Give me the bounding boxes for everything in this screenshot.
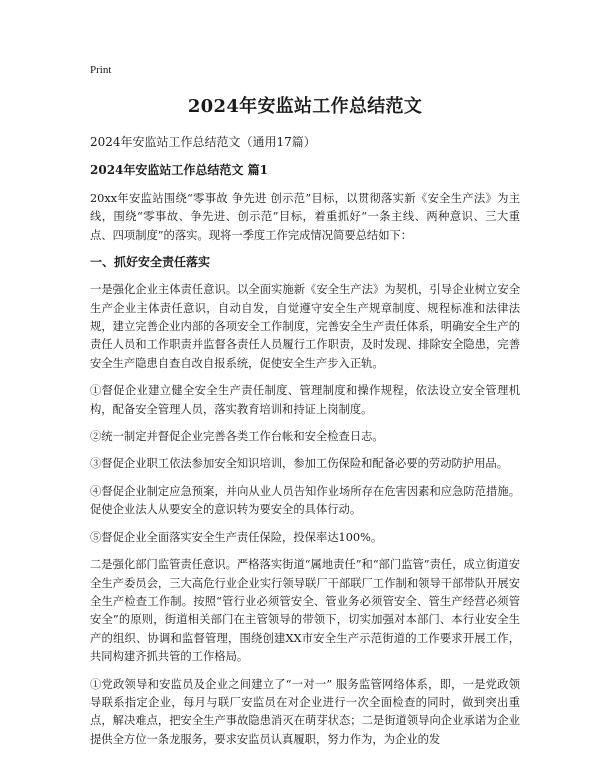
list-item-3: ③督促企业职工依法参加安全知识培训，参加工伤保险和配备必要的劳动防护用品。 (90, 457, 508, 471)
list-item-2: ②统一制定并督促企业完善各类工作台帐和安全检查日志。 (90, 430, 384, 444)
print-label: Print (90, 64, 112, 76)
list-item-5: ⑤督促企业全面落实安全生产责任保险，投保率达100%。 (90, 530, 383, 544)
document-page (90, 64, 520, 758)
list-item-1: ①督促企业建立健全安全生产责任制度、管理制度和操作规程，依法设立安全管理机构，配备安全管理人员，落实教育培训和持证上岗制度。 (90, 384, 520, 416)
section-heading: 2024年安监站工作总结范文 篇1 (90, 163, 268, 177)
list-item-4: ④督促企业制定应急预案，并向从业人员告知作业场所存在危害因素和应急防范措施。促使企业法人从要安全的意识转为要安全的具体行动。 (90, 484, 520, 517)
page-title: 2024年安监站工作总结范文 (187, 96, 423, 117)
document-subtitle: 2024年安监站工作总结范文（通用17篇） (90, 135, 316, 149)
paragraph-department-responsibility: 二是强化部门监管责任意识。严格落实街道“属地责任”和“部门监管”责任，成立街道安全生产委员会，三大高危行业企业实行领导联厂干部联厂工作制和领导干部带队开展安全生产检查工作制。按照“管行业必须管安全、管业务必须管安全、管生产经营必须管安全”的原则，街道相关部门在主管领导的带领下，切实加强对本部门、本行业安全生产的组织、协调和监督管理，围绕创建XX市安全生产示范街道的工作要求开展工作，共同构建齐抓共管的工作格局。 (90, 558, 520, 664)
list-item-6: ①党政领导和安监员及企业之间建立了“一对一” 服务监管网络体系，即，一是党政领导联系指定企业，每月与联厂安监员在对企业进行一次全面检查的同时，做到突出重点，解决难点，把安全生产事故隐患消灭在萌芽状态；二是街道领导向企业承诺为企业提供全方位一条龙服务，要求安监员认真履职，努力作为，为企业的发 (90, 677, 520, 746)
subheading-responsibility: 一、抓好安全责任落实 (90, 255, 211, 270)
intro-paragraph: 20xx年安监站围绕“零事故 争先进 创示范”目标，以贯彻落实新《安全生产法》为主线，围绕“零事故、争先进、创示范”目标，着重抓好“一条主线、两种意识、三大重点、四项制度”的落实。现将一季度工作完成情况简要总结如下： (90, 192, 520, 242)
paragraph-enterprise-responsibility: 一是强化企业主体责任意识。以全面实施新《安全生产法》为契机，引导企业树立安全生产企业主体责任意识，自动自发，自觉遵守安全生产规章制度、规程标准和法律法规，建立完善企业内部的各项安全工作制度，完善安全生产责任体系，明确安全生产的责任人员和工作职责并监督各责任人员履行工作职责，及时发现、排除安全隐患，完善安全生产隐患自查自改自报系统，促使安全生产步入正轨。 (90, 283, 520, 370)
